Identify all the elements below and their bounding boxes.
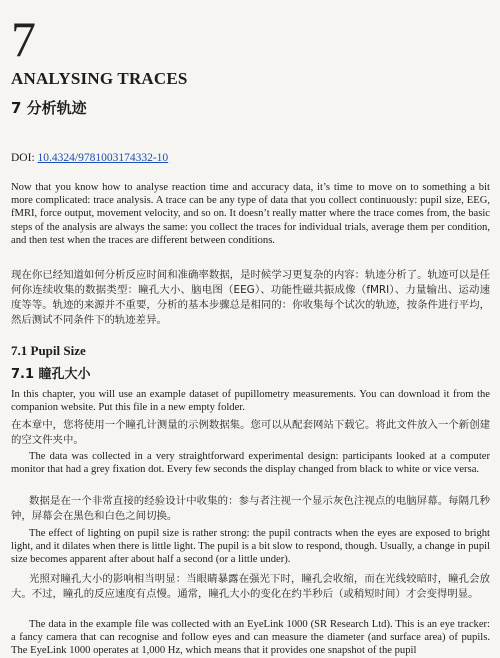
doi-label: DOI: [11,152,35,164]
chapter-number: 7 [11,11,36,67]
paragraph-en-4: The data in the example file was collected with an EyeLink 1000 (SR Research Ltd). This is an eye tracker: a fancy camera that can recognise and follow eyes and can measure the diameter (and surface area) of pupils. The EyeLink 1000 operates at 1,000 Hz, which means that it provides one snapshot of the pupil [11,619,490,657]
paragraph-en-2: The data was collected in a very straightforward experimental design: participants looked at a computer monitor that had a grey fixation dot. Every few seconds the display changed from black to white or vice versa. [11,451,490,476]
intro-paragraph-zh: 现在你已经知道如何分析反应时间和准确率数据，是时候学习更复杂的内容：轨迹分析了。轨迹可以是任何你连续收集的数据类型：瞳孔大小、脑电图（EEG）、功能性磁共振成像（fMRI）、力量输出、运动速度等等。轨迹的来源并不重要，分析的基本步骤总是相同的：你收集每个试次的轨迹，按条件进行平均，然后测试不同条件下的轨迹差异。 [11,269,490,326]
doi-line [11,152,168,164]
chapter-title-zh: 7 分析轨迹 [11,99,87,117]
paragraph-zh-1: 在本章中，您将使用一个瞳孔计测量的示例数据集。您可以从配套网站下载它。将此文件放入一个新创建的空文件夹中。 [11,419,490,446]
paragraph-zh-2: 数据是在一个非常直接的经验设计中收集的：参与者注视一个显示灰色注视点的电脑屏幕。每隔几秒钟，屏幕会在黑色和白色之间切换。 [11,495,490,522]
paragraph-en-3: The effect of lighting on pupil size is rather strong: the pupil contracts when the eyes are exposed to bright light, and it dilates when there is little light. The pupil is a bit slow to respond, though. Usually, a change in pupil size becomes apparent after about half a second (or a little under). [11,528,491,566]
section-title-en: 7.1 Pupil Size [11,343,86,358]
intro-paragraph-en: Now that you know how to analyse reaction time and accuracy data, it’s time to move on to something a bit more complicated: trace analysis. A trace can be any type of data that you collect continuously: pupil size, EEG, fMRI, force output, movement velocity, and so on. It doesn’t really matter where the trace comes from, the basic steps of the analysis are always the same: you collect the traces for individual trials, average them per condition, and then test when the traces are different between conditions. [11,182,490,246]
paragraph-zh-3: 光照对瞳孔大小的影响相当明显：当眼睛暴露在强光下时，瞳孔会收缩，而在光线较暗时，瞳孔会放大。不过，瞳孔的反应速度有点慢。通常，瞳孔大小的变化在约半秒后（或稍短时间）才会变得明显。 [11,573,490,600]
section-title-zh: 7.1 瞳孔大小 [11,367,91,382]
doi-link[interactable]: 10.4324/9781003174332-10 [37,152,169,164]
paragraph-en-1: In this chapter, you will use an example dataset of pupillometry measurements. You can download it from the companion website. Put this file in a new empty folder. [11,389,490,414]
chapter-title-en: ANALYSING TRACES [11,69,188,88]
